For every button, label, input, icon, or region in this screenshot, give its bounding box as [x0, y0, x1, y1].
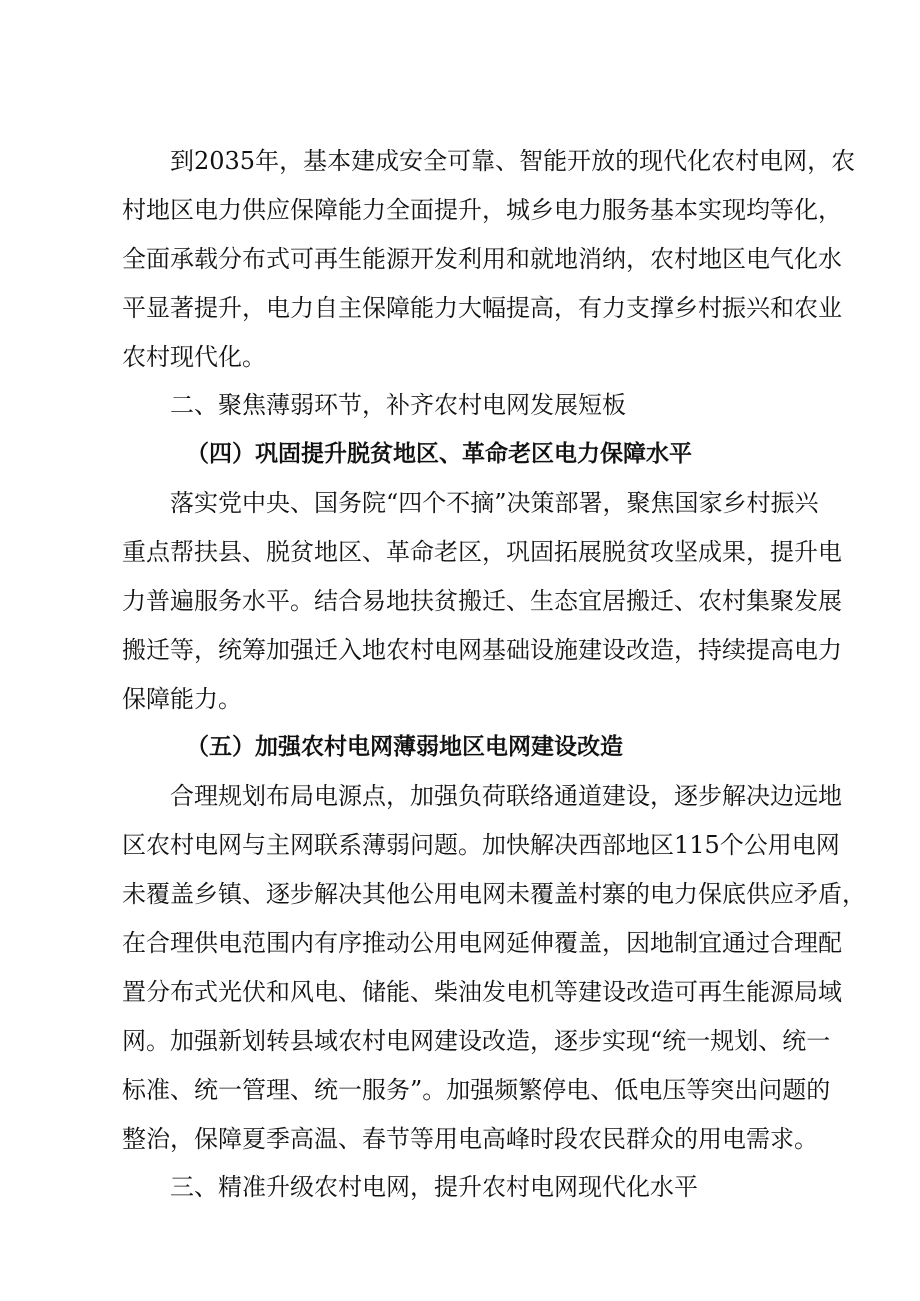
text-line: 区农村电网与主网联系薄弱问题。加快解决西部地区115个公用电网 [122, 831, 840, 859]
text-line: 合理规划布局电源点，加强负荷联络通道建设，逐步解决边远地 [170, 782, 842, 810]
text-line: 标准、统一管理、统一服务”。加强频繁停电、低电压等突出问题的 [122, 1076, 831, 1104]
text-line: 搬迁等，统筹加强迁入地农村电网基础设施建设改造，持续提高电力 [122, 636, 842, 664]
text-line: 网。加强新划转县域农村电网建设改造，逐步实现“统一规划、统一 [122, 1027, 831, 1055]
text-line: 重点帮扶县、脱贫地区、革命老区，巩固拓展脱贫攻坚成果，提升电 [122, 538, 842, 566]
text-line: 全面承载分布式可再生能源开发利用和就地消纳，农村地区电气化水 [122, 245, 842, 273]
text-line: 落实党中央、国务院“四个不摘”决策部署，聚焦国家乡村振兴 [170, 489, 819, 517]
subsection-heading-5: （五）加强农村电网薄弱地区电网建设改造 [186, 733, 623, 760]
text-line: 村地区电力供应保障能力全面提升，城乡电力服务基本实现均等化， [122, 196, 842, 224]
text-line: 保障能力。 [122, 685, 242, 713]
subsection-heading-4: （四）巩固提升脱贫地区、革命老区电力保障水平 [186, 440, 692, 467]
text-line: 平显著提升，电力自主保障能力大幅提高，有力支撑乡村振兴和农业 [122, 294, 842, 322]
text-line: 整治，保障夏季高温、春节等用电高峰时段农民群众的用电需求。 [122, 1125, 818, 1153]
text-line: 未覆盖乡镇、逐步解决其他公用电网未覆盖村寨的电力保底供应矛盾， [122, 880, 866, 908]
section-heading-2: 二、聚焦薄弱环节，补齐农村电网发展短板 [170, 391, 626, 419]
text-line: 到2035年，基本建成安全可靠、智能开放的现代化农村电网，农 [170, 147, 856, 175]
text-line: 力普遍服务水平。结合易地扶贫搬迁、生态宜居搬迁、农村集聚发展 [122, 587, 842, 615]
text-line: 农村现代化。 [122, 343, 266, 371]
section-heading-3: 三、精准升级农村电网，提升农村电网现代化水平 [170, 1173, 698, 1201]
text-line: 在合理供电范围内有序推动公用电网延伸覆盖，因地制宜通过合理配 [122, 929, 842, 957]
text-line: 置分布式光伏和风电、储能、柴油发电机等建设改造可再生能源局域 [122, 978, 842, 1006]
